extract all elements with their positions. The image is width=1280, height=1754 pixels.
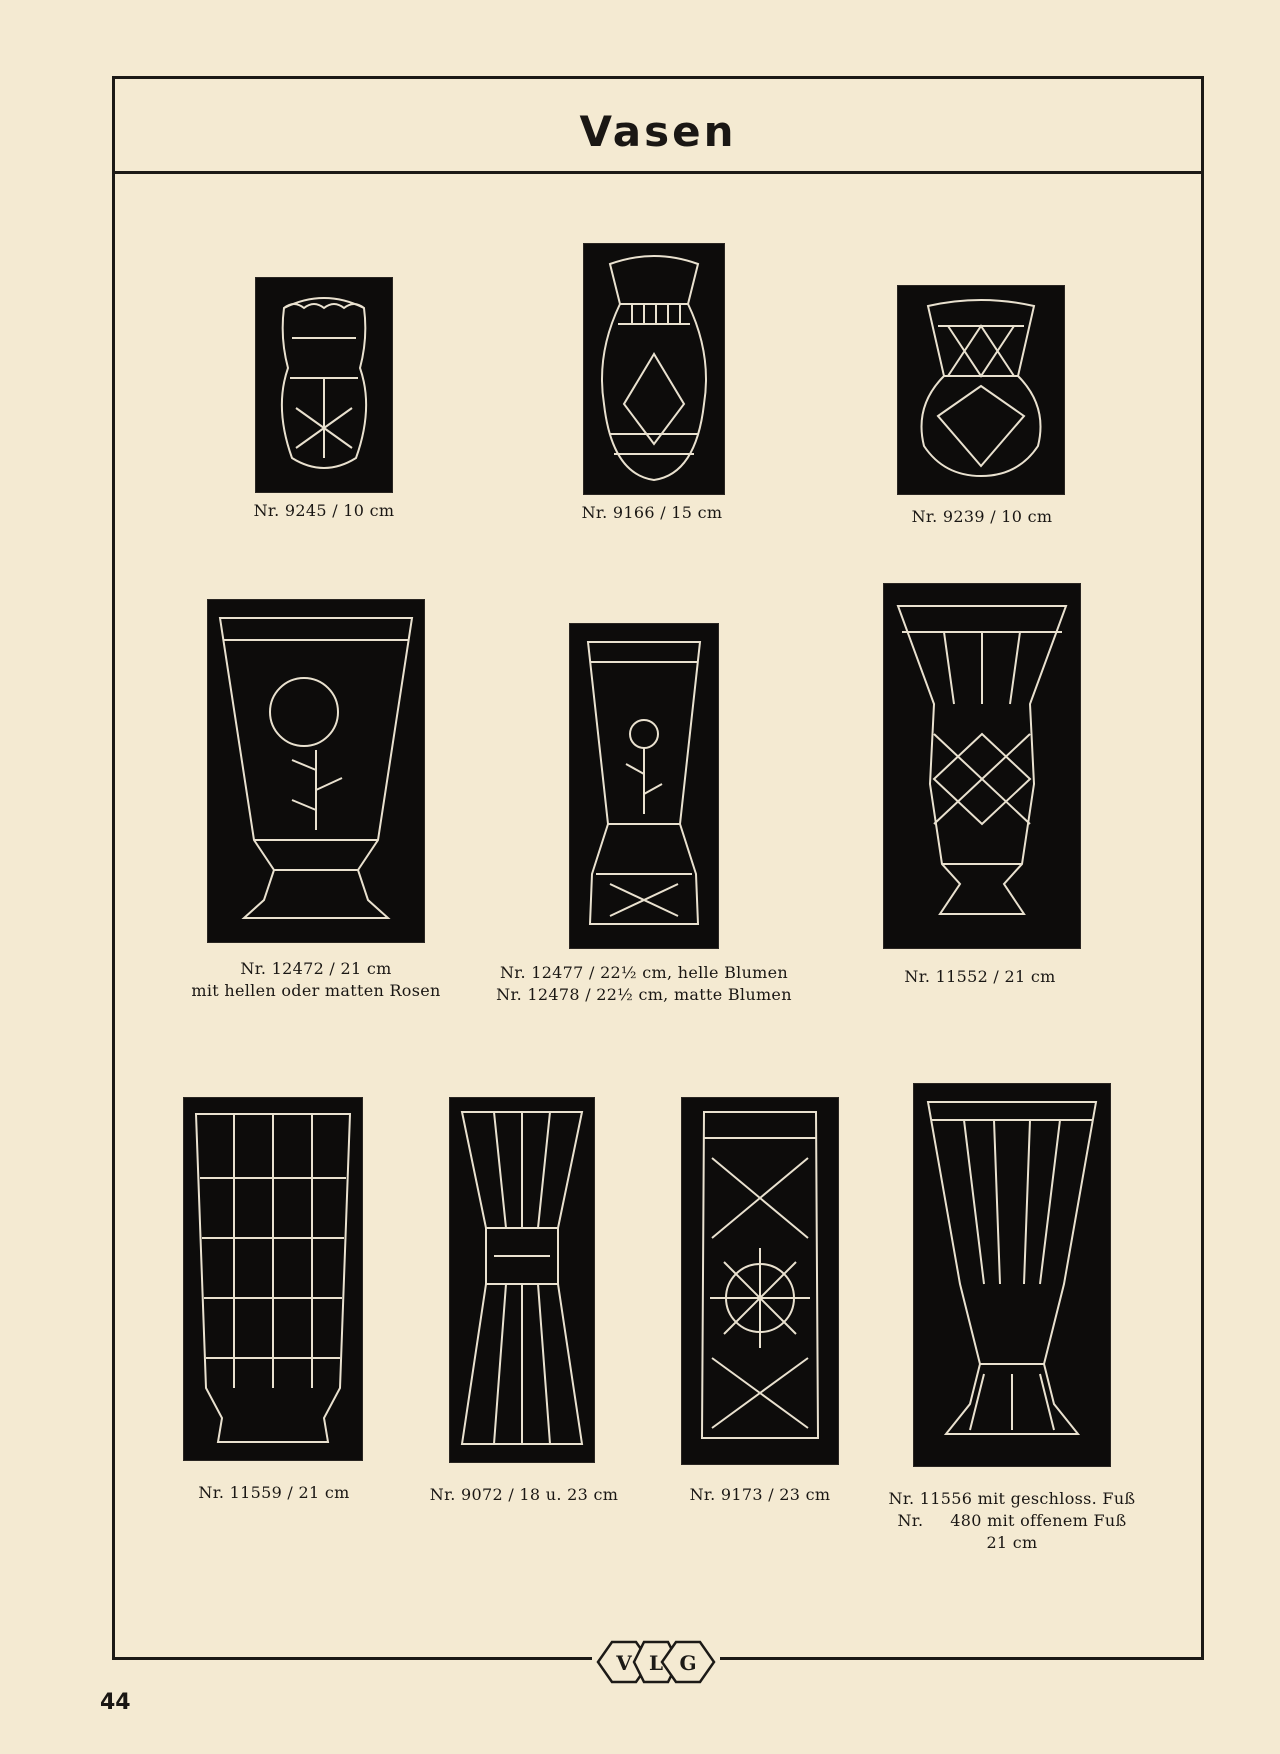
stepped-vase-icon [184,1098,362,1460]
vase-plate-9173 [682,1098,838,1464]
caption-line: Nr. 12472 / 21 cm [240,959,392,978]
caption-9166 [540,502,764,524]
vase-plate-11559 [184,1098,362,1460]
caption-9173 [648,1484,872,1506]
vase-plate-11556 [914,1084,1110,1466]
logo-letter-v: V [616,1651,632,1675]
caption-9239 [870,506,1094,528]
cylinder-star-vase-icon [682,1098,838,1464]
caption-9245 [212,500,436,522]
caption-line: Nr. 9173 / 23 cm [689,1485,831,1504]
logo-letter-l: L [648,1651,664,1675]
caption-12477-12478 [482,962,806,1006]
caption-line: Nr. 12477 / 22½ cm, helle Blumen [499,963,789,982]
bulb-vase-icon [584,244,724,494]
vase-plate-9239 [898,286,1064,494]
trumpet-diamond-vase-icon [884,584,1080,948]
vase-plate-12477 [570,624,718,948]
tapered-flower-vase-icon [570,624,718,948]
ovoid-scalloped-vase-icon [256,278,392,492]
caption-line: Nr. 9166 / 15 cm [581,503,723,522]
caption-line: Nr. 11556 mit geschloss. Fuß [888,1489,1136,1508]
page-title: Vasen [579,106,737,156]
caption-line: Nr. 9072 / 18 u. 23 cm [429,1485,619,1504]
caption-line: Nr. 480 mit offenem Fuß [897,1511,1127,1530]
caption-11556-480 [870,1488,1154,1554]
caption-line: Nr. 11552 / 21 cm [904,967,1056,986]
vase-plate-11552 [884,584,1080,948]
caption-9072 [412,1484,636,1506]
caption-11559 [162,1482,386,1504]
caption-line: Nr. 11559 / 21 cm [198,1483,350,1502]
caption-line: mit hellen oder matten Rosen [191,981,441,1000]
page-number: 44 [100,1690,131,1715]
header-bar [115,79,1201,174]
vlg-logo [592,1636,720,1688]
vlg-logo-mark [592,1636,720,1688]
fluted-trumpet-vase-icon [914,1084,1110,1466]
flared-rose-vase-icon [208,600,424,942]
caption-11552 [852,966,1108,988]
caption-line: Nr. 12478 / 22½ cm, matte Blumen [496,985,792,1004]
vase-plate-12472 [208,600,424,942]
vase-plate-9072 [450,1098,594,1462]
vase-plate-9245 [256,278,392,492]
hourglass-vase-icon [450,1098,594,1462]
caption-line: Nr. 9239 / 10 cm [911,507,1053,526]
caption-line: 21 cm [986,1533,1038,1552]
vase-plate-9166 [584,244,724,494]
squat-diamond-vase-icon [898,286,1064,494]
logo-letter-g: G [679,1651,697,1675]
caption-12472 [166,958,466,1002]
caption-line: Nr. 9245 / 10 cm [253,501,395,520]
